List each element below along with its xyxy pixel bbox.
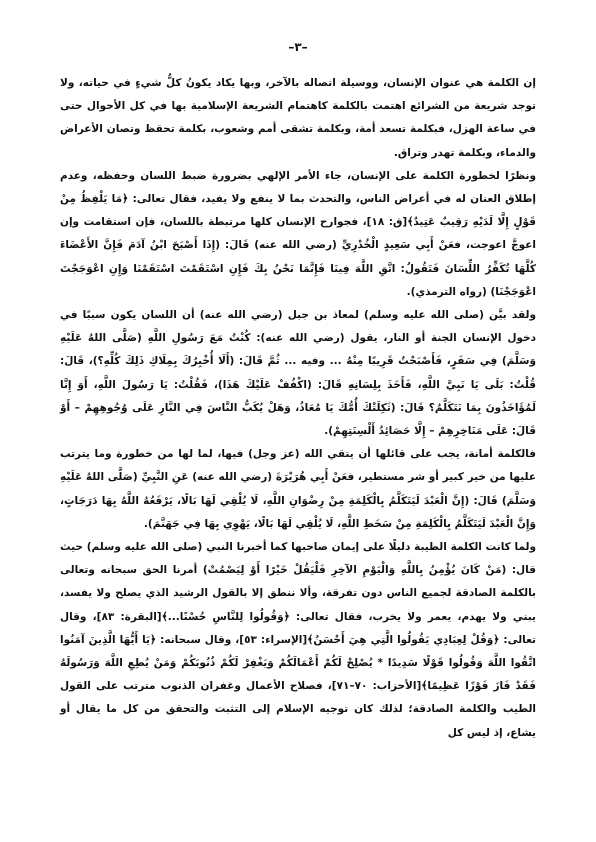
paragraph: ولقد بيَّن (صلى الله عليه وسلم) لمعاذ بن جبل (رضي الله عنه) أن اللسان يكون سببًا في دخول الإنسان الجنة أو النار، يقول (رضي الله عنه): كُنْتُ مَعَ رَسُولِ اللَّهِ (صَلَّى اللهُ عَلَيْهِ وَسَلَّمَ) فِي سَفَرٍ، فَأَصْبَحْتُ قَرِيبًا مِنْهُ ... وفيه ... ثُمَّ قَالَ: (أَلَا أُخْبِرُكَ بِمِلَاكِ ذَلِكَ كُلِّهِ؟)، قَالَ: قُلْتُ: بَلَى يَا نَبِيَّ اللَّهِ، فَأَخَذَ بِلِسَانِهِ قَالَ: (اكْفُفْ عَلَيْكَ هَذَا)، فَقُلْتُ: يَا رَسُولَ اللَّهِ، أَوَ إِنَّا لَمُؤَاخَذُونَ بِمَا نَتَكَلَّمُ؟ قَالَ: (ثَكِلَتْكَ أُمُّكَ يَا مُعَاذُ، وَهَلْ يُكَبُّ النَّاسَ فِي النَّارِ عَلَى وُجُوهِهِمْ – أَوْ قَالَ: عَلَى مَنَاخِرِهِمْ – إِلَّا حَصَائِدُ أَلْسِنَتِهِمْ). (60, 309, 536, 438)
body-text (60, 72, 536, 745)
page-number: –٣– (288, 40, 308, 54)
paragraph: ونظرًا لخطورة الكلمة على الإنسان، جاء الأمر الإلهي بضرورة ضبط اللسان وحفظه، وعدم إطلاق العنان له في أعراض الناس، والتحدث بما لا ينفع ولا يفيد، فقال تعالى: ﴿مَا يَلْفِظُ مِنْ قَوْلٍ إِلَّا لَدَيْهِ رَقِيبٌ عَتِيدٌ﴾[ق: ١٨]، فجوارح الإنسان كلها مرتبطة باللسان، فإن استقامت وإن اعوجَّ اعوجت، فعَنْ أَبِي سَعِيدٍ الْخُدْرِيِّ (رضي الله عنه) قَالَ: (إِذَا أَصْبَحَ ابْنُ آدَمَ فَإِنَّ الأَعْضَاءَ كُلَّهَا تُكَفِّرُ اللِّسَانَ فَتَقُولُ: اتَّقِ اللَّهَ فِينَا فَإِنَّمَا نَحْنُ بِكَ فَإِنِ اسْتَقَمْتَ اسْتَقَمْنَا وَإِنِ اعْوَجَجْتَ اعْوَجَجْنَا) (رواه الترمذي). (60, 169, 536, 298)
paragraph: فالكلمة أمانة، يجب على قائلها أن يتقي الله (عز وجل) فيها، لما لها من خطورة وما يترتب عليها من خير كبير أو شر مستطير، فعَنْ أَبِي هُرَيْرَةَ (رضي الله عنه) عَنِ النَّبِيِّ (صَلَّى اللهُ عَلَيْهِ وَسَلَّمَ) قَالَ: (إِنَّ الْعَبْدَ لَيَتَكَلَّمُ بِالْكَلِمَةِ مِنْ رِضْوَانِ اللَّهِ، لَا يُلْقِي لَهَا بَالًا، يَرْفَعُهُ اللَّهُ بِهَا دَرَجَاتٍ، وَإِنَّ الْعَبْدَ لَيَتَكَلَّمُ بِالْكَلِمَةِ مِنْ سَخَطِ اللَّهِ، لَا يُلْقِي لَهَا بَالًا، يَهْوِي بِهَا فِي جَهَنَّمَ). (60, 448, 536, 530)
paragraph: ولما كانت الكلمة الطيبة دليلًا على إيمان صاحبها كما أخبرنا النبي (صلى الله عليه وسلم) حيث قال: (مَنْ كَانَ يُؤْمِنُ بِاللَّهِ وَالْيَوْمِ الآخِرِ فَلْيَقُلْ خَيْرًا أَوْ لِيَصْمُتْ) أمرنا الحق سبحانه وتعالى بالكلمة الصادقة لجميع الناس دون تفرقة، وألا ننطق إلا بالقول الرشيد الذي يصلح ولا يفسد، يبني ولا يهدم، يعمر ولا يخرب، فقال تعالى: ﴿وَقُولُوا لِلنَّاسِ حُسْنًا...﴾[البقرة: ٨٣]، وقال تعالى: ﴿وَقُلْ لِعِبَادِي يَقُولُوا الَّتِي هِيَ أَحْسَنُ﴾[الإسراء: ٥٣]، وقال سبحانه: ﴿يَا أَيُّهَا الَّذِينَ آمَنُوا اتَّقُوا اللَّهَ وَقُولُوا قَوْلًا سَدِيدًا * يُصْلِحْ لَكُمْ أَعْمَالَكُمْ وَيَغْفِرْ لَكُمْ ذُنُوبَكُمْ وَمَنْ يُطِعِ اللَّهَ وَرَسُولَهُ فَقَدْ فَازَ فَوْزًا عَظِيمًا﴾[الأحزاب: ٧٠–٧١]، فصلاح الأعمال وغفران الذنوب مترتب على القول الطيب والكلمة الصادقة؛ لذلك كان توجيه الإسلام إلى التثبت والتحقق من كل ما يقال أو يشاع، إذ ليس كل (60, 541, 536, 739)
paragraph: إن الكلمة هي عنوان الإنسان، ووسيلة اتصاله بالآخر، وبها يكاد يكونُ كلُّ شيءٍ في حياته، ولا توجد شريعة من الشرائع اهتمت بالكلمة كاهتمام الشريعة الإسلامية بها في كل الأحوال حتى في ساعة الهزل، فبكلمة تسعد أمة، وبكلمة تشقى أمم وشعوب، بكلمة تحقظ وتصان الأعراض والدماء، وبكلمة تهدر وتراق. (60, 77, 536, 159)
